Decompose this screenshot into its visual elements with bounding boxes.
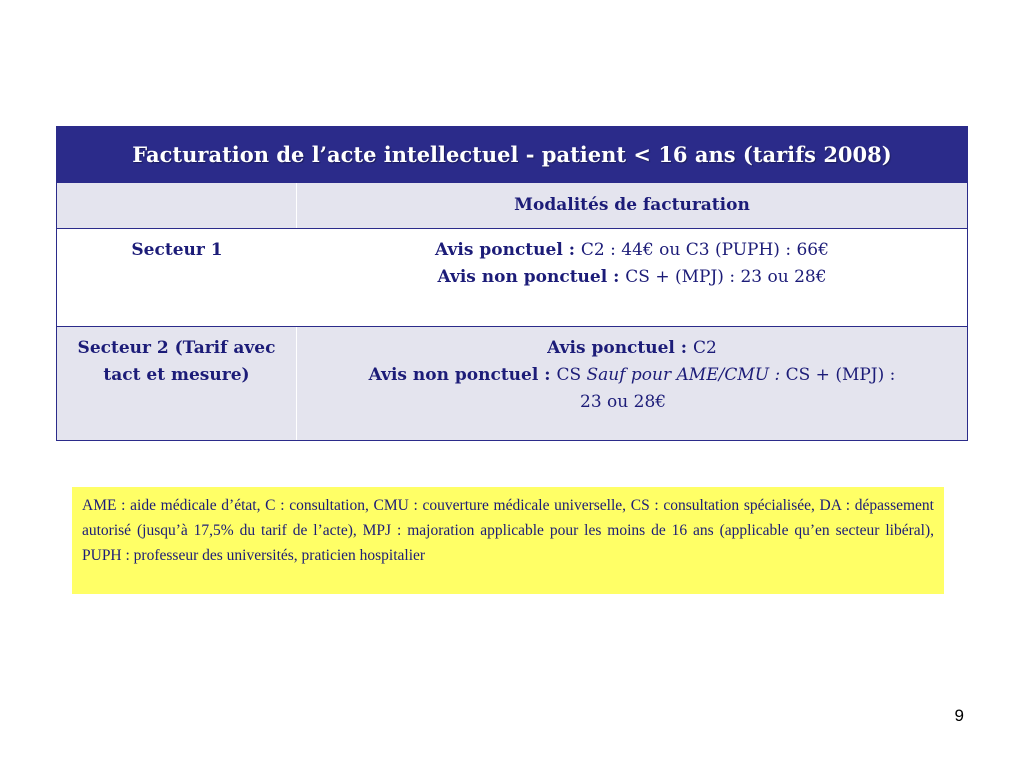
sector-2-line-1: Avis ponctuel : C2 bbox=[547, 338, 717, 358]
sector-2-line-2: Avis non ponctuel : CS Sauf pour AME/CMU : CS + (MPJ) : bbox=[368, 365, 896, 385]
table-row bbox=[57, 229, 967, 327]
billing-table bbox=[56, 126, 968, 441]
abbreviations-legend: AME : aide médicale d’état, C : consultation, CMU : couverture médicale universelle, CS : consultation spécialisée, DA : dépassement autorisé (jusqu’à 17,5% du tarif de l’acte), MPJ : majoration applicable pour les moins de 16 ans (applicable qu’en secteur libéral), PUPH : professeur des universités, praticien hospitalier bbox=[72, 487, 944, 594]
table-title: Facturation de l’acte intellectuel - patient < 16 ans (tarifs 2008) bbox=[132, 142, 892, 167]
sector-1-line-2: Avis non ponctuel : CS + (MPJ) : 23 ou 28€ bbox=[437, 267, 827, 287]
subheader-billing-modalities: Modalités de facturation bbox=[514, 195, 750, 215]
sector-1-billing bbox=[297, 229, 967, 326]
sector-1-label: Secteur 1 bbox=[131, 240, 223, 260]
sector-2-label: Secteur 2 (Tarif avec tact et mesure) bbox=[57, 327, 297, 440]
page-number: 9 bbox=[954, 706, 964, 725]
subheader-left bbox=[57, 183, 297, 228]
sector-1-line-1: Avis ponctuel : C2 : 44€ ou C3 (PUPH) : 66€ bbox=[435, 240, 829, 260]
table-header bbox=[57, 127, 967, 183]
table-row bbox=[57, 327, 967, 440]
sector-2-billing bbox=[297, 327, 967, 440]
sector-2-line-3: 23 ou 28€ bbox=[580, 392, 667, 412]
table-subheader bbox=[57, 183, 967, 229]
